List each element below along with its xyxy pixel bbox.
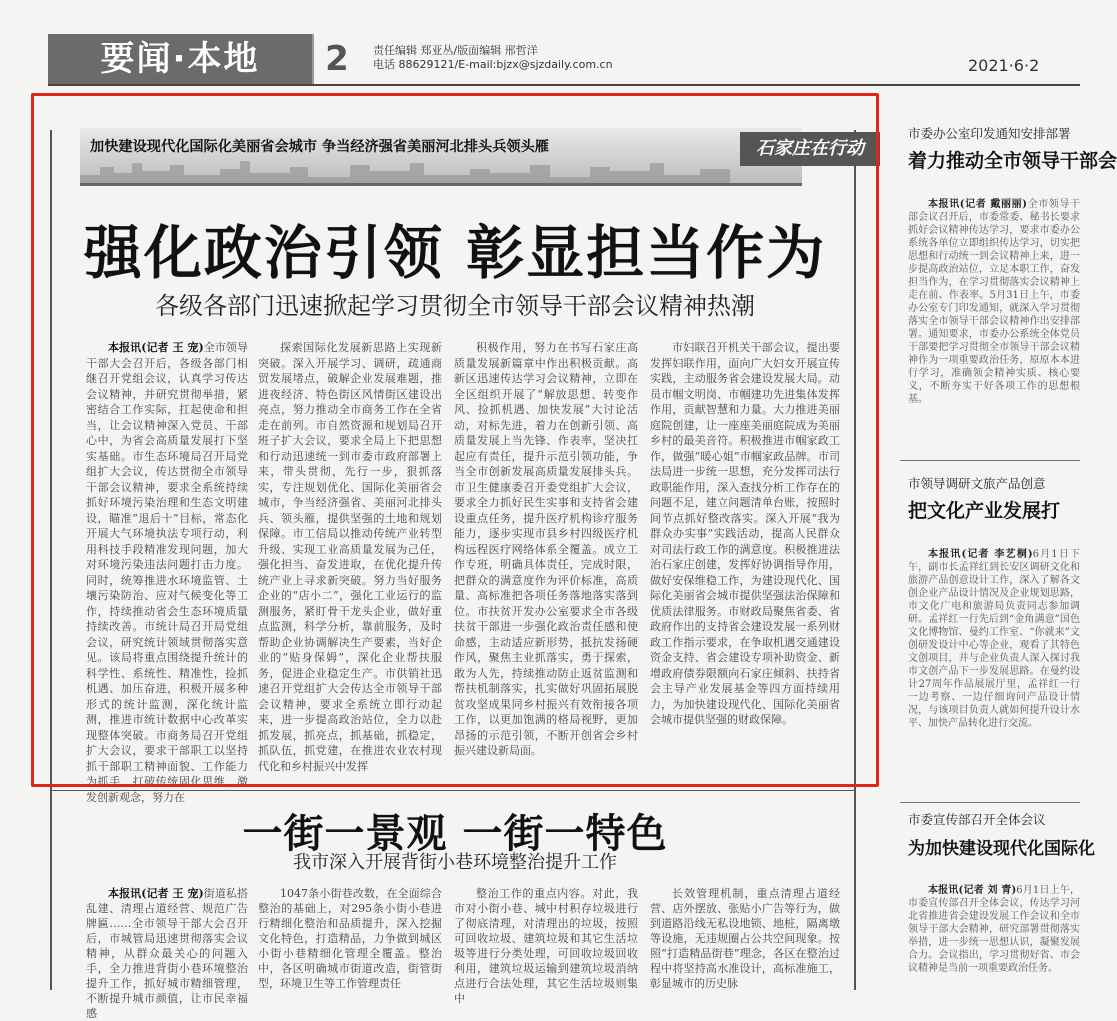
banner-slogan: 加快建设现代化国际化美丽省会城市 争当经济强省美丽河北排头兵领头雁	[90, 139, 549, 155]
editors-line: 责任编辑 郑亚丛/版面编辑 邢哲洋	[373, 44, 538, 57]
column-text: 市妇联召开机关干部会议，提出要发挥妇联作用，面向广大妇女开展宣传实践，主动服务省会建设发展大局。动员市帼文明岗、市帼建功先进集体发挥作用，贡献智慧和力量。大力推进美丽庭院创建，让一座座美丽庭院成为美丽乡村的最美音符。积极推进市帼家政工作，做强“暖心姐”市帼家政品牌。市司法局进一步统一思想，充分发挥司法行政职能作用，深入查找分析工作存在的问题不足，建立问题清单台账，按照时间节点抓好整改落实。深入开展“我为群众办实事”实践活动，提高人民群众对司法行政工作的满意度。积极推进法治石家庄创建，发挥好协调指导作用，做好安保维稳工作，为建设现代化、国际化美丽省会城市提供坚强法治保障和优质法律服务。市财政局聚焦省委、省政府作出的支持省会建设发展一系列财政工作指示要求，在争取机遇交通建设资金支持、省会建设专项补助资金、新增政府债券限额向石家庄倾斜、扶持省会主导产业发展基金等四方面持续用力，为加快建设现代化、国际化美丽省会城市提供坚强的财政保障。	[650, 341, 840, 726]
sidebar-text: 全市领导干部会议召开后，市委常委、秘书长要求抓好会议精神传达学习，要求市委办公系统各单位立即组织传达学习，切实把思想和行动统一到会议精神上来，进一步提高政治站位，立足本职工作，奋发担当作为，在学习贯彻落实会议精神上走在前、作表率。5月31日上午，市委办公室专门印发通知，就深入学习贯彻落实全市领导干部会议精神作出安排部署。通知要求，市委办公系统全体党员干部要把学习贯彻全市领导干部会议精神作为一项重要政治任务，原原本本进行学习，准确领会精神实质、核心要义，不断夯实干好各项工作的思想根基。	[908, 199, 1080, 405]
second-column-1	[86, 886, 248, 1020]
sidebar-byline: 本报讯(记者 刘 青)	[928, 885, 1017, 896]
section-title: 要闻·本地	[48, 34, 312, 84]
sidebar-text: 6月1日下午，副市长孟祥红到长安区调研文化和旅游产品创意设计工作，深入了解各文创企业产品设计情况及企业规划思路，市文化广电和旅游局负责同志参加调研。孟祥红一行先后到“金角满意”国色文化博物馆、曼约工作室、“你就来”文创研发设计中心等企业，观看了其特色文创项目，并与企业负责人深入探讨我市文创产品下一步发展思路。在曼约设计27周年作品展展厅里，孟祥红一行一边考察、一边仔细询问产品设计情况，与该项目负责人就如何提升设计水平、加快产品转化进行交流。	[908, 549, 1080, 729]
sidebar-kicker: 市领导调研文旅产品创意	[908, 476, 1046, 491]
second-headline: 一街一景观 一街一特色	[242, 811, 668, 857]
second-byline: 本报讯(记者 王 宠)	[108, 887, 204, 900]
contact-line: 电话 88629121/E-mail:bjzx@sjzdaily.com.cn	[373, 58, 613, 71]
column-text: 整治工作的重点内容。对此，我市对小街小巷、城中村积存垃圾进行了彻底清理，对清理出的垃圾，按照可回收垃圾、建筑垃圾和其它生活垃圾等进行分类处理，可回收垃圾回收利用，建筑垃圾运输到建筑垃圾消纳点进行合法处理，其它生活垃圾则集中	[454, 887, 638, 1005]
sidebar-rule	[900, 802, 1080, 803]
second-column-3	[454, 886, 638, 1005]
issue-date: 2021·6·2	[968, 56, 1040, 75]
banner-tag: 石家庄在行动	[740, 132, 880, 166]
column-text: 长效管理机制，重点清理占道经营、店外摆放、张贴小广告等行为，做到道路沿线无私设地锁、地桩，隔离墩等设施，无违规圈占公共空间现象。按照“打造精品街巷”理念，各区在整治过程中将坚持高水准设计，高标准施工，彰显城市的历史脉	[650, 887, 840, 990]
masthead-rule	[48, 84, 1080, 86]
sidebar-title: 着力推动全市领导干部会	[908, 150, 1117, 172]
main-byline: 本报讯(记者 王 宠)	[108, 341, 204, 354]
sidebar-body	[908, 884, 1080, 988]
red-highlight-box	[31, 93, 879, 787]
sidebar-title: 把文化产业发展打	[908, 500, 1061, 522]
second-subheadline: 我市深入开展背街小巷环境整治提升工作	[293, 852, 617, 873]
sidebar-byline: 本报讯(记者 戴丽丽)	[928, 199, 1027, 210]
main-headline: 强化政治引领 彰显担当作为	[83, 219, 827, 287]
sidebar-kicker: 市委宣传部召开全体会议	[908, 812, 1046, 827]
second-column-2	[258, 886, 442, 988]
sidebar-title: 为加快建设现代化国际化	[908, 839, 1095, 859]
sidebar-body	[908, 548, 1080, 748]
column-text: 街道私搭乱建、清理占道经营、规范广告牌匾……全市领导干部大会召开后，市城管局迅速贯彻落实会议精神，从群众最关心的问题入手，全力推进背街小巷环境整治提升工作，抓好城市精细管理，不断提升城市颜值，让市民幸福感	[86, 887, 248, 1020]
column-text: 探索国际化发展新思路上实现新突破。深入开展学习、调研，疏通商贸发展堵点，破解企业发展难题，推进夜经济、特色街区风情街区建设出亮点，努力推动全市商务工作在全省走在前列。市自然资源和规划局召开班子扩大会议，要求全局上下把思想和行动迅速统一到市委市政府部署上来，带头贯彻，先行一步，狠抓落实，专注规划优化、国际化美丽省会城市，争当经济强省、美丽河北排头兵、领头雁，提供坚强的土地和规划保障。市工信局以推动传统产业转型升级、实现工业高质量发展为己任，强化担当、奋发进取，在优化提升传统产业上寻求新突破。努力当好服务企业的“店小二”，强化工业运行的监测服务，紧盯骨干龙头企业，做好重点监测，科学分析，靠前服务，及时帮助企业协调解决生产要素，当好企业的“贴身保姆”，深化企业帮扶服务，促进企业稳定生产。市供销社迅速召开党组扩大会传达全市领导干部会议精神，要求全系统立即行动起来，进一步提高政治站位，全力以赴抓发展，抓亮点，抓基础，抓稳定，抓队伍，抓党建，在推进农业农村现代化和乡村振兴中发挥	[258, 341, 442, 773]
sidebar-byline: 本报讯(记者 李艺桐)	[928, 549, 1033, 560]
second-column-4	[650, 886, 840, 988]
sidebar-body	[908, 198, 1080, 434]
sidebar-rule	[900, 460, 1080, 461]
page-number: 2	[312, 34, 360, 84]
sidebar-text: 6月1日上午，市委宣传部召开全体会议，传达学习河北省推进省会建设发展工作会议和全市领导干部大会精神，研究部署贯彻落实举措，进一步统一思想认识，凝聚发展合力。会议指出，学习贯彻好省、市会议精神是当前一项重要政治任务。	[908, 885, 1080, 974]
sidebar-kicker: 市委办公室印发通知安排部署	[908, 126, 1071, 141]
main-subheadline: 各级各部门迅速掀起学习贯彻全市领导干部会议精神热潮	[155, 292, 755, 320]
editor-info	[373, 44, 613, 72]
column-text: 积极作用，努力在书写石家庄高质量发展新篇章中作出积极贡献。高新区迅速传达学习会议精神，立即在全区组织开展了“解放思想、转变作风、捡抓机遇、加快发展”大讨论活动，对标先进，着力在创新引领、高质量发展上当先锋、作表率，坚决扛起应有责任，提升示范引领功能，争当全市创新发展高质量发展排头兵。市卫生健康委召开委党组扩大会议，要求全力抓好民生实事和支持省会建设重点任务，提升医疗机构诊疗服务能力，逐步实现市县乡村四级医疗机构远程医疗网络体系全覆盖。成立工作专班，明确具体责任，完成时限，把群众的满意度作为评价标准，高质量、高标准把各项任务落地落实落到位。市扶贫开发办公室要求全市各级扶贫干部进一步强化政治责任感和使命感，主动适应新形势，抵抗发扬硬作风，聚焦主业抓落实，勇于探索，敢为人先，持续推动防止返贫监测和帮扶机制落实，扎实做好巩固拓展脱贫攻坚成果同乡村振兴有效衔接各项工作，以更加饱满的格局视野，更加昂扬的示范引领，不断开创省会乡村振兴建设新局面。	[454, 341, 638, 757]
column-text: 1047条小街巷改数，在全面综合整治的基础上，对295条小街小巷进行精细化整治和品质提升，深入挖掘文化特色，打造精品，力争做到城区小街小巷精细化管理全覆盖。整治中，各区明确城市街道改造，街管街型，环境卫生等工作管理责任	[258, 887, 442, 990]
column-text: 全市领导干部大会召开后，各级各部门相继召开党组会议，认真学习传达会议精神，并研究贯彻举措，紧密结合工作实际，扛起使命和担当，让会议精神深入党员、干部心中，为省会高质量发展打下坚实基础。市生态环境局召开局党组扩大会议，传达贯彻全市领导干部会议精神，要求全系统持续抓好环境污染治理和生态文明建设，瞄准“退后十”目标，常态化开展大气环境执法专项行动，利用科技手段精准发现问题，加大对环境污染违法问题打击力度。同时，统筹推进水环境监管、土壤污染防治、应对气候变化等工作，持续推动省会生态环境质量持续改善。市统计局召开局党组会议，研究统计领域贯彻落实意见。该局将重点围绕提升统计的科学性、系统性、精准性，捡抓机遇、加压奋进，积极开展多种形式的统计监测，深化统计监测，推进市统计数据中心改革实现整体突破。市商务局召开党组扩大会议，要求干部职工以坚持抓干部职工精神面貌、工作能力为抓手，打破传统固化思维，激发创新观念，努力在	[86, 341, 248, 804]
masthead	[0, 0, 1080, 88]
